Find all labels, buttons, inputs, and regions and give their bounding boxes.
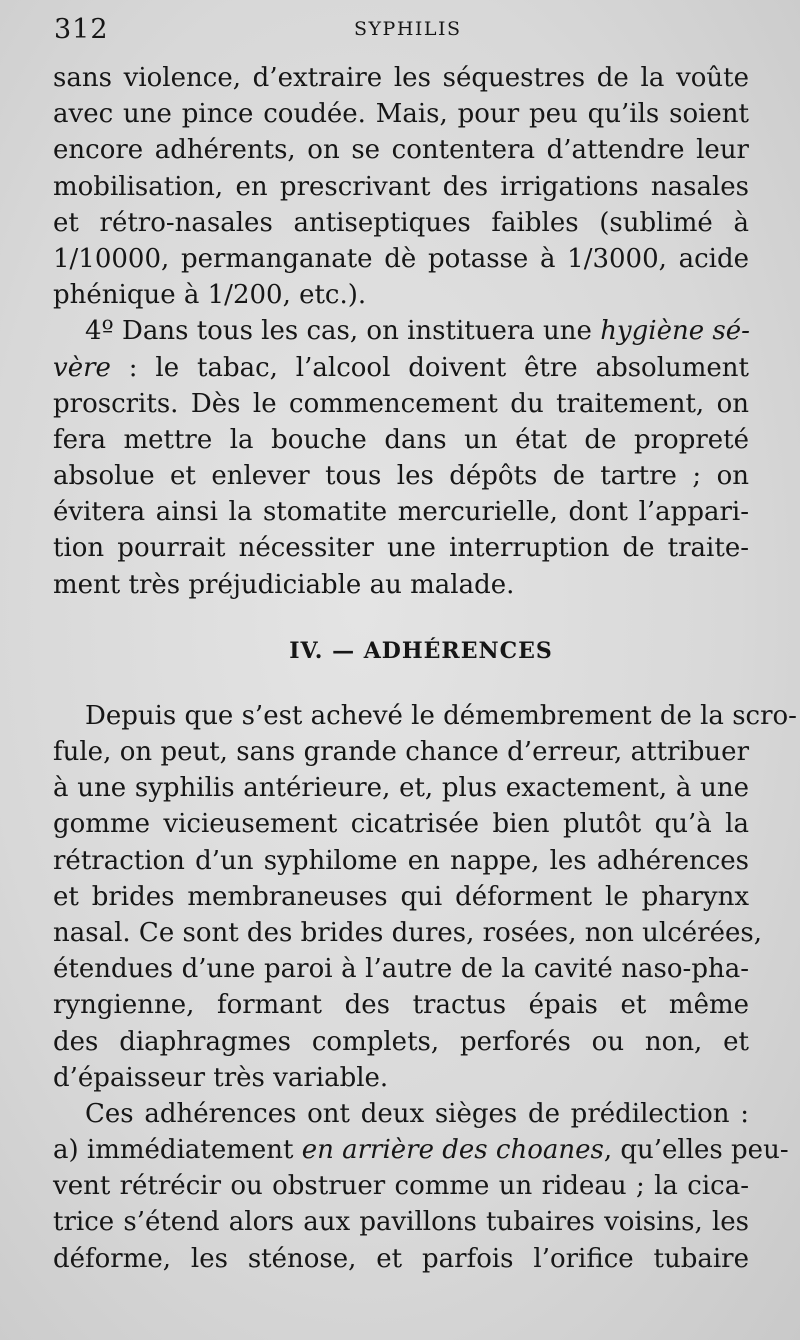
text-line: 1/10000, permanganate dè potasse à 1/3000, acide — [53, 243, 749, 274]
text-line: nasal. Ce sont des brides dures, rosées, non ulcérées, — [53, 917, 762, 948]
text-line: ryngienne, formant des tractus épais et même — [53, 990, 749, 1021]
text-line: et brides membraneuses qui déforment le pharynx — [53, 881, 749, 912]
text-line: proscrits. Dès le commencement du traitement, on — [53, 388, 749, 419]
text-line: rétraction d’un syphilome en nappe, les adhérences — [53, 845, 749, 876]
text-fragment: a) immédiatement — [53, 1135, 302, 1166]
text-line: d’épaisseur très variable. — [53, 1062, 389, 1093]
text-line: mobilisation, en prescrivant des irrigations nasales — [53, 171, 749, 202]
running-title: SYPHILIS — [354, 18, 462, 40]
text-line: absolue et enlever tous les dépôts de tartre ; on — [53, 461, 749, 492]
text-line: étendues d’une paroi à l’autre de la cavité naso-pha- — [53, 954, 749, 985]
text-line: gomme vicieusement cicatrisée bien plutôt qu’à la — [53, 809, 749, 840]
body-text — [53, 60, 797, 1277]
text-line: et rétro-nasales antiseptiques faibles (sublimé à — [53, 207, 749, 238]
page-number: 312 — [54, 14, 109, 45]
text-line — [53, 313, 749, 349]
text-line: ment très préjudiciable au malade. — [53, 569, 515, 600]
text-line: des diaphragmes complets, perforés ou non, et — [53, 1026, 749, 1057]
text-line: trice s’étend alors aux pavillons tubaires voisins, les — [53, 1207, 749, 1238]
text-line: fera mettre la bouche dans un état de propreté — [53, 424, 749, 455]
text-fragment: , qu’elles peu- — [603, 1135, 789, 1166]
text-line: Depuis que s’est achevé le démembrement de la scro- — [85, 700, 797, 731]
text-line: avec une pince coudée. Mais, pour peu qu’ils soient — [53, 99, 749, 130]
section-heading: IV. — ADHÉRENCES — [289, 637, 553, 664]
text-line: à une syphilis antérieure, et, plus exactement, à une — [53, 773, 749, 804]
italic-term: hygiène sé- — [600, 316, 750, 347]
text-line — [53, 1132, 789, 1168]
text-fragment: 4º Dans tous les cas, on instituera une — [85, 316, 601, 347]
text-line: fule, on peut, sans grande chance d’erreur, attribuer — [53, 737, 749, 767]
text-line: tion pourrait nécessiter une interruption de traite- — [53, 533, 749, 564]
running-head — [54, 14, 754, 44]
text-line: évitera ainsi la stomatite mercurielle, dont l’appari- — [53, 497, 749, 528]
text-line: phénique à 1/200, etc.). — [53, 280, 367, 311]
text-line: déforme, les sténose, et parfois l’orifice tubaire — [53, 1243, 749, 1274]
text-line: encore adhérents, on se contentera d’attendre leur — [53, 135, 749, 166]
italic-term: en arrière des choanes — [301, 1135, 604, 1166]
text-line — [53, 350, 749, 386]
text-fragment: : le tabac, l’alcool doivent être absolument — [110, 352, 749, 383]
italic-term: vère — [53, 352, 111, 383]
text-line: sans violence, d’extraire les séquestres de la voûte — [53, 63, 749, 93]
text-line: Ces adhérences ont deux sièges de prédilection : — [85, 1098, 749, 1129]
text-line: vent rétrécir ou obstruer comme un rideau ; la cica- — [53, 1171, 749, 1202]
